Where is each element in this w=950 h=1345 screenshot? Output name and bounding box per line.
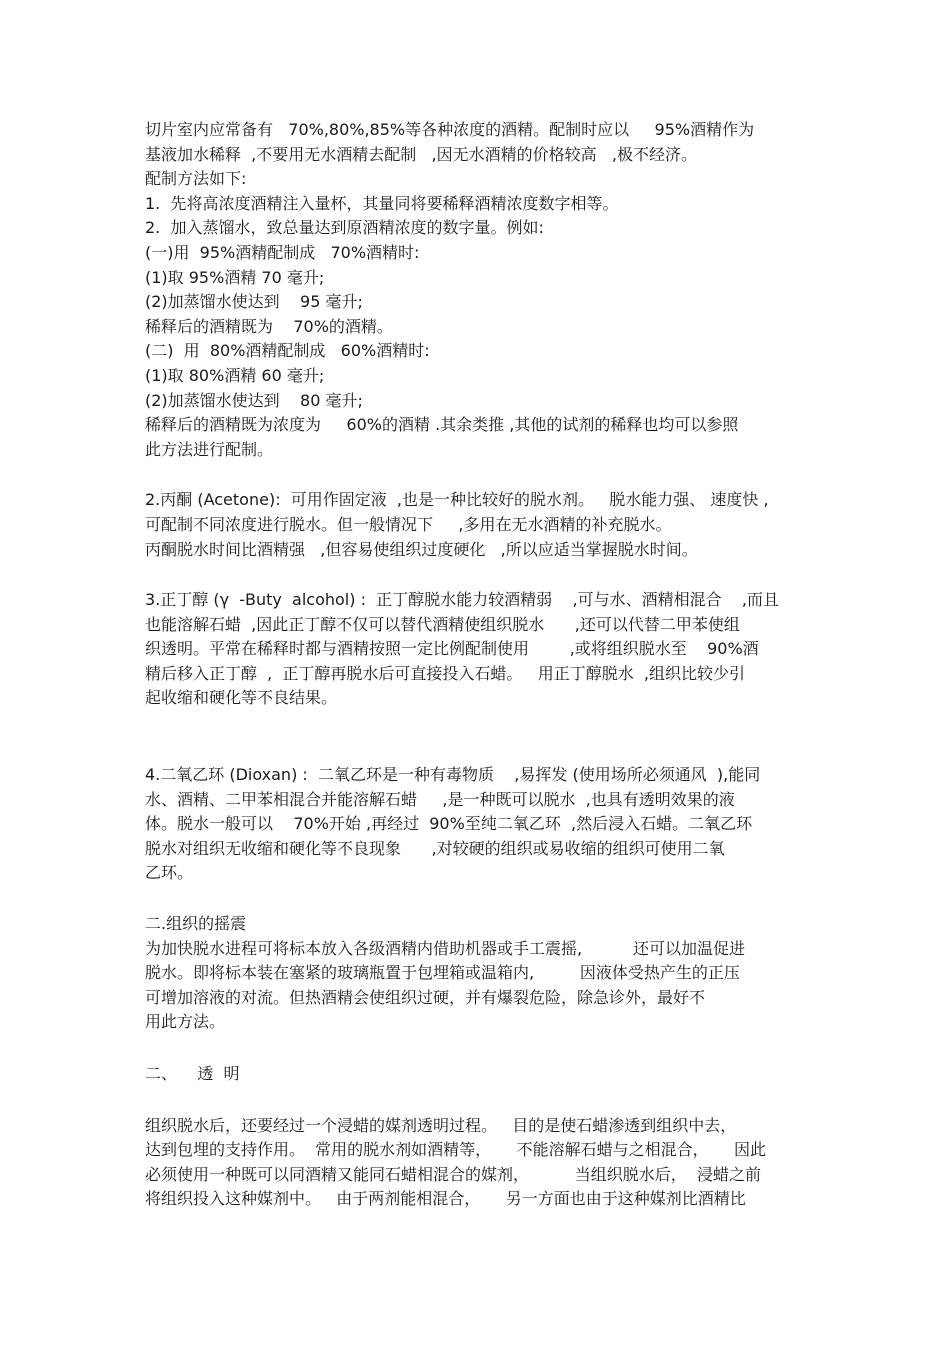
text-line: 2.丙酮 (Acetone): 可用作固定液 ,也是一种比较好的脱水剂。 脱水能力强、 速度快 ,: [145, 490, 769, 510]
text-line: 1. 先将高浓度酒精注入量杯，其量同将要稀释酒精浓度数字相等。: [145, 193, 619, 213]
text-line: 为加快脱水进程可将标本放入各级酒精内借助机器或手工震摇, 还可以加温促进: [145, 938, 745, 958]
alcohol-dilution-paragraph: [145, 118, 815, 462]
text-line: (1)取 95%酒精 70 毫升;: [145, 267, 325, 287]
shaking-section: [145, 912, 815, 1035]
text-line: 达到包埋的支持作用。 常用的脱水剂如酒精等， 不能溶解石蜡与之相混合， 因此: [145, 1140, 767, 1160]
text-line: 此方法进行配制。: [145, 439, 274, 459]
text-line: (2)加蒸馏水使达到 80 毫升;: [145, 390, 363, 410]
text-line: 3.正丁醇 (γ -Buty alcohol) : 正丁醇脱水能力较酒精弱 ,可与水、酒精相混合 ,而且: [145, 590, 780, 610]
text-line: (1)取 80%酒精 60 毫升;: [145, 365, 325, 385]
paragraph-spacer: [145, 1087, 815, 1114]
text-line: (一)用 95%酒精配制成 70%酒精时:: [145, 242, 420, 262]
text-line: 可增加溶液的对流。但热酒精会使组织过硬，并有爆裂危险，除急诊外，最好不: [145, 987, 706, 1007]
text-line: 丙酮脱水时间比酒精强 ,但容易使组织过度硬化 ,所以应适当掌握脱水时间。: [145, 539, 698, 559]
text-line: 配制方法如下:: [145, 169, 247, 189]
document-page: [145, 118, 815, 1212]
text-line: 4.二氧乙环 (Dioxan) : 二氧乙环是一种有毒物质 ,易挥发 (使用场所必须通风 ),能同: [145, 765, 761, 785]
text-line: 组织脱水后，还要经过一个浸蜡的媒剂透明过程。 目的是使石蜡渗透到组织中去，: [145, 1115, 737, 1135]
acetone-paragraph: [145, 488, 815, 562]
text-line: 体。脱水一般可以 70%开始 ,再经过 90%至纯二氧乙环 ,然后浸入石蜡。二氧乙环: [145, 814, 753, 834]
text-line: 切片室内应常备有 70%,80%,85%等各种浓度的酒精。配制时应以 95%酒精作为: [145, 120, 755, 139]
text-line: 乙环。: [145, 863, 194, 883]
paragraph-spacer: [145, 1035, 815, 1062]
text-line: 水、酒精、二甲苯相混合并能溶解石蜡 ,是一种既可以脱水 ,也具有透明效果的液: [145, 789, 735, 809]
text-line: 精后移入正丁醇 , 正丁醇再脱水后可直接投入石蜡。 用正丁醇脱水 ,组织比较少引: [145, 663, 745, 683]
text-line: 也能溶解石蜡 ,因此正丁醇不仅可以替代酒精使组织脱水 ,还可以代替二甲苯使组: [145, 614, 740, 634]
text-line: 稀释后的酒精既为浓度为 60%的酒精 .其余类推 ,其他的试剂的稀释也均可以参照: [145, 415, 739, 435]
butanol-paragraph: [145, 588, 815, 711]
text-line: 稀释后的酒精既为 70%的酒精。: [145, 316, 393, 336]
section-heading: 二.组织的摇震: [145, 914, 247, 934]
text-line: 脱水对组织无收缩和硬化等不良现象 ,对较硬的组织或易收缩的组织可使用二氧: [145, 838, 725, 858]
text-line: (2)加蒸馏水使达到 95 毫升;: [145, 292, 363, 312]
paragraph-spacer: [145, 711, 815, 763]
text-line: 基液加水稀释 ,不要用无水酒精去配制 ,因无水酒精的价格较高 ,极不经济。: [145, 144, 697, 164]
section-heading: 二、 透 明: [145, 1064, 240, 1083]
text-line: 用此方法。: [145, 1012, 226, 1032]
clearing-heading-block: [145, 1062, 815, 1087]
paragraph-spacer: [145, 886, 815, 912]
paragraph-spacer: [145, 462, 815, 488]
text-line: (二) 用 80%酒精配制成 60%酒精时:: [145, 341, 430, 361]
text-line: 起收缩和硬化等不良结果。: [145, 688, 338, 708]
text-line: 织透明。平常在稀释时都与酒精按照一定比例配制使用 ,或将组织脱水至 90%酒: [145, 639, 759, 659]
dioxan-paragraph: [145, 763, 815, 886]
text-line: 可配制不同浓度进行脱水。但一般情况下 ,多用在无水酒精的补充脱水。: [145, 514, 672, 534]
clearing-paragraph: [145, 1114, 815, 1212]
text-line: 必须使用一种既可以同酒精又能同石蜡相混合的媒剂， 当组织脱水后， 浸蜡之前: [145, 1164, 761, 1184]
text-line: 脱水。即将标本装在塞紧的玻璃瓶置于包埋箱或温箱内, 因液体受热产生的正压: [145, 963, 740, 983]
paragraph-spacer: [145, 562, 815, 588]
text-line: 2. 加入蒸馏水，致总量达到原酒精浓度的数字量。例如:: [145, 218, 544, 238]
text-line: 将组织投入这种媒剂中。 由于两剂能相混合， 另一方面也由于这种媒剂比酒精比: [145, 1189, 746, 1209]
